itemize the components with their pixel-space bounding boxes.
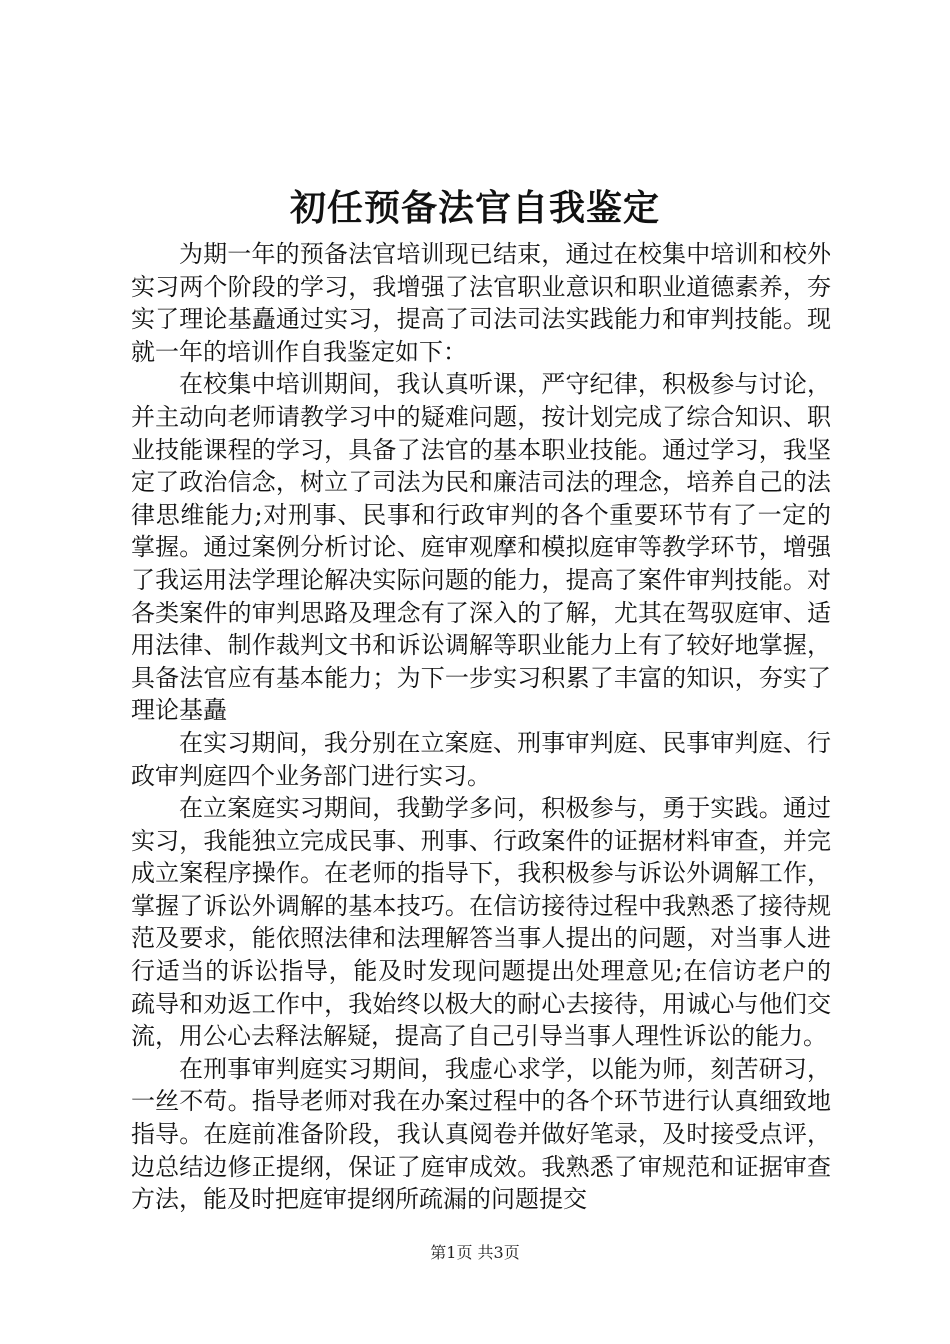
page-number-footer: 第1页 共3页 [430,1243,520,1262]
paragraph-intro: 为期一年的预备法官培训现已结束，通过在校集中培训和校外实习两个阶段的学习，我增强了法官职业意识和职业道德素养，夯实了理论基矗通过实习，提高了司法司法实践能力和审判技能。现就一年的培训作自我鉴定如下： [131,240,831,366]
document-body [131,238,831,1216]
paragraph-filing-division: 在立案庭实习期间，我勤学多问，积极参与，勇于实践。通过实习，我能独立完成民事、刑事、行政案件的证据材料审查，并完成立案程序操作。在老师的指导下，我积极参与诉讼外调解工作，掌握了诉讼外调解的基本技巧。在信访接待过程中我熟悉了接待规范及要求，能依照法律和法理解答当事人提出的问题，对当事人进行适当的诉讼指导，能及时发现问题提出处理意见;在信访老户的疏导和劝返工作中，我始终以极大的耐心去接待，用诚心与他们交流，用公心去释法解疑，提高了自己引导当事人理性诉讼的能力。 [131,794,831,1051]
document-title: 初任预备法官自我鉴定 [289,187,660,229]
paragraph-criminal-division: 在刑事审判庭实习期间，我虚心求学，以能为师，刻苦研习，一丝不苟。指导老师对我在办案过程中的各个环节进行认真细致地指导。在庭前准备阶段，我认真阅卷并做好笔录，及时接受点评，边总结边修正提纲，保证了庭审成效。我熟悉了审规范和证据审查方法，能及时把庭审提纲所疏漏的问题提交 [131,1054,831,1214]
paragraph-internship-overview: 在实习期间，我分别在立案庭、刑事审判庭、民事审判庭、行政审判庭四个业务部门进行实习。 [131,728,831,790]
paragraph-campus-training: 在校集中培训期间，我认真听课，严守纪律，积极参与讨论，并主动向老师请教学习中的疑难问题，按计划完成了综合知识、职业技能课程的学习，具备了法官的基本职业技能。通过学习，我坚定了政治信念，树立了司法为民和廉洁司法的理念，培养自己的法律思维能力;对刑事、民事和行政审判的各个重要环节有了一定的掌握。通过案例分析讨论、庭审观摩和模拟庭审等教学环节，增强了我运用法学理论解决实际问题的能力，提高了案件审判技能。对各类案件的审判思路及理念有了深入的了解，尤其在驾驭庭审、适用法律、制作裁判文书和诉讼调解等职业能力上有了较好地掌握，具备法官应有基本能力；为下一步实习积累了丰富的知识，夯实了理论基矗 [131,370,831,725]
